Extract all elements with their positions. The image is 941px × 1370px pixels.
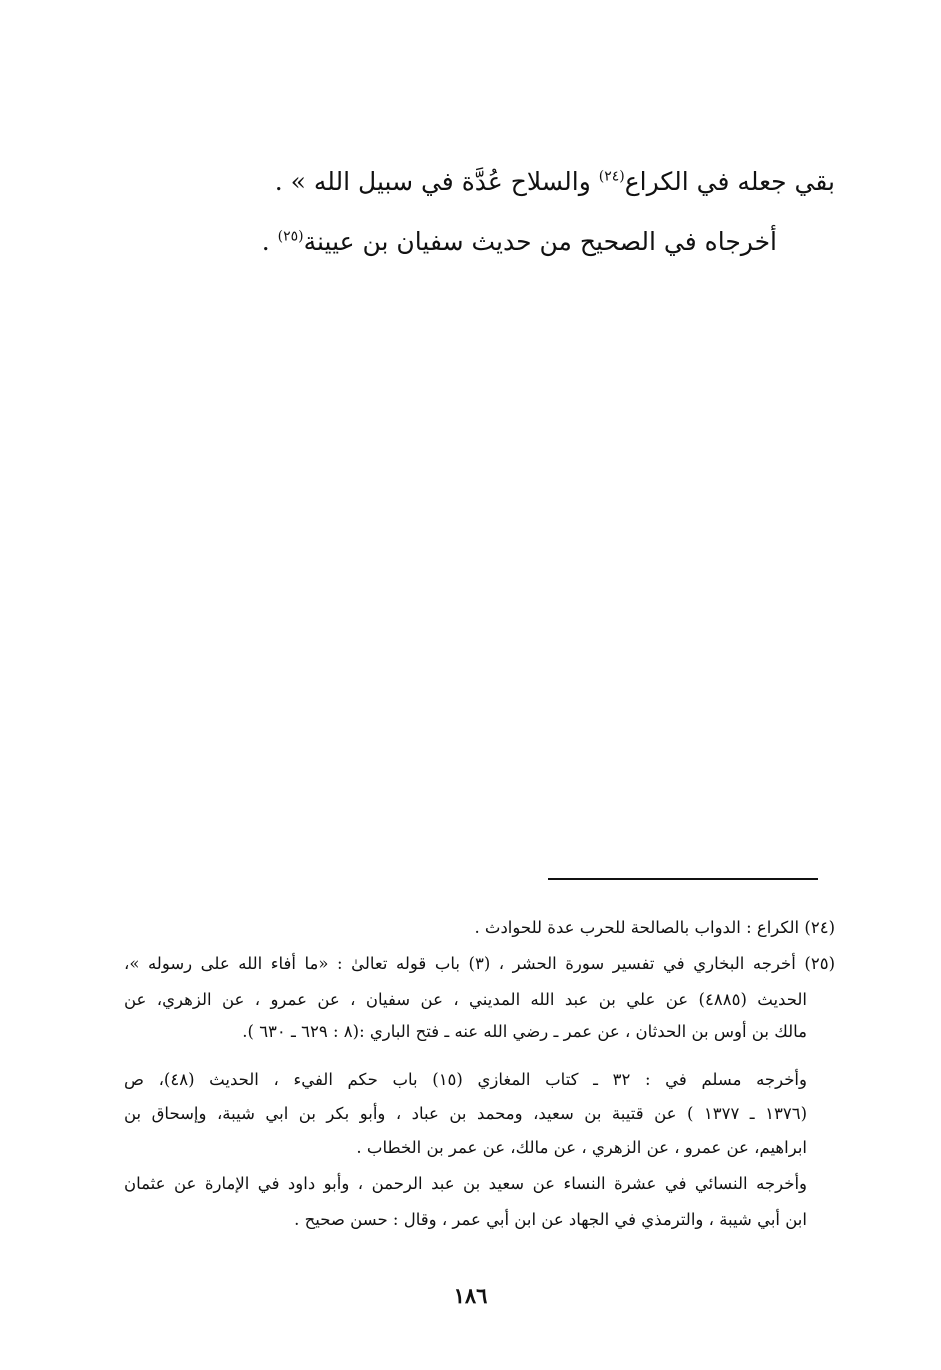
footnote-24: (٢٤) الكراع : الدواب بالصالحة للحرب عدة للحوادث . [474,918,835,937]
main-text-line-2 [262,222,777,262]
footnote-25-line-1: (٢٥) أخرجه البخاري في تفسير سورة الحشر ، (٣) باب قوله تعالىٰ : «ما أفاء الله على رسوله »، [124,954,835,973]
main-text-line-2-end: . [261,227,278,256]
footnote-25-line-3: مالك بن أوس بن الحدثان ، عن عمر ـ رضي الله عنه ـ فتح الباري :(٨ : ٦٢٩ ـ ٦٣٠ ). [242,1022,807,1041]
main-text-line-1-end: والسلاح عُدَّة في سبيل الله » . [274,167,599,196]
footnote-25-line-6: ابراهيم، عن عمرو ، عن الزهري ، عن مالك، عن عمر بن الخطاب . [356,1138,807,1157]
footnote-ref-24: (٢٤) [598,168,625,185]
footnote-25-line-8: ابن أبي شيبة ، والترمذي في الجهاد عن ابن أبي عمر ، وقال : حسن صحيح . [294,1210,807,1229]
main-text-line-1 [275,162,835,202]
main-text-line-2-start: أخرجاه في الصحيح من حديث سفيان بن عيينة [303,227,777,256]
page-number: ١٨٦ [453,1283,488,1308]
footnote-25-line-5: (١٣٧٦ ـ ١٣٧٧ ) عن قتيبة بن سعيد، ومحمد بن عباد ، وأبو بكر بن ابي شيبة، وإسحاق بن [124,1104,807,1123]
footnote-25-line-2: الحديث (٤٨٨٥) عن علي بن عبد الله المديني ، عن سفيان ، عن عمرو ، عن الزهري، عن [124,990,807,1009]
main-text-line-1-start: بقي جعله في الكراع [624,167,835,196]
footnote-25-line-7: وأخرجه النسائي في عشرة النساء عن سعيد بن عبد الرحمن ، وأبو داود في الإمارة عن عثمان [124,1174,807,1193]
footnote-25-line-4: وأخرجه مسلم في : ٣٢ ـ كتاب المغازي (١٥) باب حكم الفيء ، الحديث (٤٨)، ص [124,1070,807,1089]
footnote-ref-25: (٢٥) [277,228,304,245]
footnote-separator [548,878,818,880]
